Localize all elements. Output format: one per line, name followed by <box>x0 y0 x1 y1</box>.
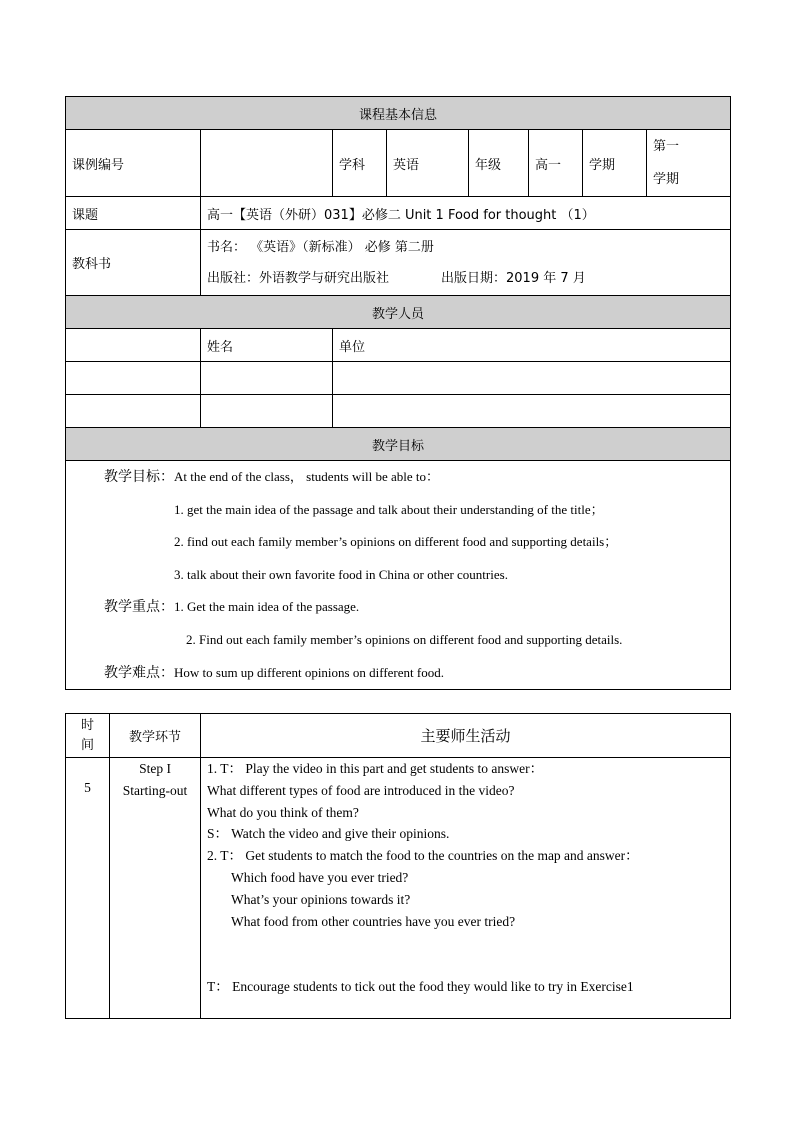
objectives-body <box>66 461 731 690</box>
subject-label: 学科 <box>333 130 387 197</box>
grade-label: 年级 <box>469 130 529 197</box>
activity-line: 2. T： Get students to match the food to the countries on the map and answer： <box>207 848 639 864</box>
section-header-basic-info: 课程基本信息 <box>66 97 731 130</box>
teacher-unit <box>333 395 731 428</box>
col-header-step: 教学环节 <box>110 714 201 758</box>
teacher-name <box>201 395 333 428</box>
teacher-row <box>66 362 731 395</box>
goal-item: 2. find out each family member’s opinions on different food and supporting details； <box>174 534 618 550</box>
term-label: 学期 <box>583 130 647 197</box>
activity-line: 1. T： Play the video in this part and get students to answer： <box>207 761 544 776</box>
textbook-info <box>201 230 731 296</box>
topic-label: 课题 <box>66 197 201 230</box>
teacher-unit <box>333 362 731 395</box>
term-value-line-2: 学期 <box>653 172 680 187</box>
section-header-teachers: 教学人员 <box>66 296 731 329</box>
teacher-row <box>66 395 731 428</box>
goal-item: 1. get the main idea of the passage and talk about their understanding of the title； <box>174 501 604 517</box>
activity-line: What food from other countries have you ever tried? <box>231 913 516 929</box>
textbook-publisher-line <box>207 263 724 294</box>
difficult-label: 教学难点： <box>104 664 174 681</box>
process-step-line-2: Starting-out <box>122 782 188 798</box>
col-header-time-2: 间 <box>80 737 94 753</box>
activity-line: Which food have you ever tried? <box>231 869 409 885</box>
difficult-point-line <box>66 657 730 690</box>
process-row <box>66 758 731 1019</box>
teacher-role <box>66 362 201 395</box>
textbook-publisher: 出版社：外语教学与研究出版社 <box>207 270 390 286</box>
key-label: 教学重点： <box>104 599 174 616</box>
difficult-point: How to sum up different opinions on different food. <box>174 664 444 680</box>
goal-intro-line <box>66 461 730 494</box>
term-value-line-1: 第一 <box>653 139 680 154</box>
teacher-name <box>201 362 333 395</box>
lesson-no-value <box>201 130 333 197</box>
textbook-label: 教科书 <box>66 230 201 296</box>
goal-label: 教学目标： <box>104 469 174 485</box>
course-info-table <box>65 96 731 690</box>
col-header-time <box>66 714 110 758</box>
goal-item: 3. talk about their own favorite food in China or other countries. <box>174 566 508 582</box>
teacher-unit-header: 单位 <box>333 329 731 362</box>
activity-line: What different types of food are introduced in the video? <box>207 782 515 798</box>
grade-value: 高一 <box>529 130 583 197</box>
section-header-objectives: 教学目标 <box>66 428 731 461</box>
col-header-activity: 主要师生活动 <box>201 714 731 758</box>
activity-line: S： Watch the video and give their opinions. <box>207 826 450 842</box>
process-step-line-1: Step I <box>139 761 171 776</box>
textbook-name: 书名： 《英语》（新标准） 必修 第二册 <box>207 239 434 255</box>
textbook-pub-date: 出版日期：2019 年 7 月 <box>441 270 586 286</box>
teacher-name-header: 姓名 <box>201 329 333 362</box>
lesson-no-label: 课例编号 <box>66 130 201 197</box>
teacher-role <box>66 395 201 428</box>
activity-line: What do you think of them? <box>207 804 359 820</box>
activity-line: T： Encourage students to tick out the food they would like to try in Exercise1 <box>207 978 634 994</box>
goal-intro: At the end of the class， students will be able to： <box>174 469 440 484</box>
teacher-role-header <box>66 329 201 362</box>
process-time: 5 <box>66 758 110 1019</box>
subject-value: 英语 <box>387 130 469 197</box>
key-point-line <box>66 591 730 624</box>
activity-line: What’s your opinions towards it? <box>231 891 411 907</box>
topic-value: 高一【英语（外研）031】必修二 Unit 1 Food for thought （1） <box>201 197 731 230</box>
process-activities <box>201 758 731 1019</box>
process-step <box>110 758 201 1019</box>
col-header-time-1: 时 <box>80 717 94 733</box>
term-value <box>647 130 731 197</box>
process-table <box>65 713 731 1019</box>
key-point: 2. Find out each family member’s opinions on different food and supporting details. <box>186 631 623 647</box>
key-point: 1. Get the main idea of the passage. <box>174 599 360 615</box>
activity-spacer <box>207 932 724 976</box>
